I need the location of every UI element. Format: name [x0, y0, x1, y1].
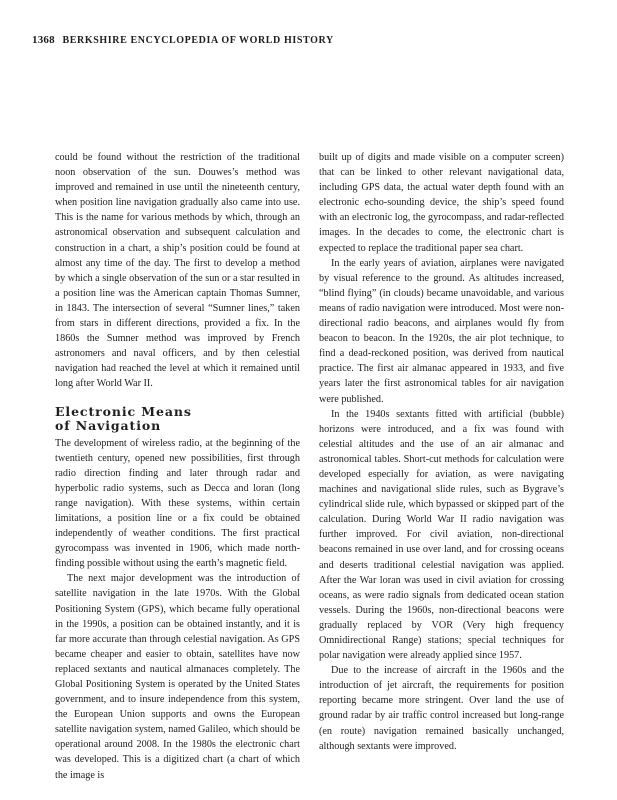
- section-heading-line-2: of Navigation: [55, 418, 162, 433]
- left-paragraph-1: could be found without the restriction of the traditional noon observation of the sun. Douwes’s method was improved and remained in use until the nineteenth century, when position line navigation gradually also came into use. This is the name for various methods by which, through an astronomical observation and subsequent calculation and construction in a chart, a ship’s position could be found at almost any time of the day. The first to develop a method by which a single observation of the sun or a star resulted in a position line was the American captain Thomas Sumner, in 1843. The intersection of several “Sumner lines,” taken from stars in different directions, provided a fix. In the 1860s the Sumner method was improved by French astronomers and naval officers, and by then celestial navigation had reached the level at which it remained until long after World War II.: [55, 152, 301, 390]
- right-paragraph-1: built up of digits and made visible on a computer screen) that can be linked to other relevant navigational data, including GPS data, the actual water depth found with an electronic echo-sounding device, the ship’s speed found with an electronic log, the gyrocompass, and radar-reflected images. In the decades to come, the electronic chart is expected to replace the traditional paper sea chart.: [319, 152, 564, 254]
- right-paragraph-3: In the 1940s sextants fitted with artificial (bubble) horizons were introduced, and a fix was found with celestial altitudes and the use of an air almanac and astronomical tables. Short-cut methods for calculation were developed especially for aviation, as were navigating machines and navigational slide rules, such as Bygrave’s cylindrical slide rule, which bypassed or skipped part of the calculation. During World War II radio navigation was further improved. For civil aviation, non-directional beacons remained in use over land, and for crossing oceans and deserts traditional celestial navigation was applied. After the War loran was used in civil aviation for crossing oceans, as were radio signals from dedicated ocean station vessels. During the 1960s, non-directional beacons were gradually replaced by VOR (Very high frequency Omnidirectional Range) stations; special techniques for polar navigation were already applied since 1957.: [319, 408, 564, 662]
- left-column: [55, 150, 300, 783]
- book-title: BERKSHIRE ENCYCLOPEDIA OF WORLD HISTORY: [62, 35, 334, 46]
- section-heading-line-1: Electronic Means: [55, 403, 192, 419]
- running-head: [32, 34, 334, 46]
- right-column: [319, 150, 564, 754]
- left-paragraph-3: The next major development was the introduction of satellite navigation in the late 1970s. With the Global Positioning System (GPS), which became fully operational in the 1990s, a position can be obtained instantly, and it is far more accurate than through celestial navigation. As GPS became cheaper and easier to obtain, satellites have now replaced sextants and nautical almanaces completely. The Global Positioning System is operated by the United States government, and to insure independence from this system, the European Union supports and owns the European satellite navigation system, named Galileo, which should be operational around 2008. In the 1980s the electronic chart was developed. This is a digitized chart (a chart of which the image is: [55, 573, 300, 781]
- right-paragraph-4: Due to the increase of aircraft in the 1960s and the introduction of jet aircraft, the requirements for position reporting became more stringent. Over land the use of ground radar by air traffic control increased but long-range (en route) navigation remained basically unchanged, although sextants were improved.: [319, 665, 564, 752]
- right-paragraph-2: In the early years of aviation, airplanes were navigated by visual reference to the ground. As altitudes increased, “blind flying” (in clouds) became unavoidable, and various means of radio navigation were introduced. Most were non-directional radio beacons, and airplanes would fly from beacon to beacon. In the 1920s, the air plot technique, to find a dead-reckoned position, was derived from nautical practice. The first air almanac appeared in 1933, and five years later the first astronomical tables for air navigation were published.: [319, 257, 564, 405]
- page-number: 1368: [32, 34, 55, 46]
- section-heading: [55, 405, 300, 434]
- left-paragraph-2: The development of wireless radio, at the beginning of the twentieth century, opened new possibilities, first through radio direction finding and later through radar and hyperbolic radio systems, such as Decca and loran (long range navigation). With these systems, within certain limitations, a position line or a fix could be obtained independently of weather conditions. The first practical gyrocompass was invented in 1906, which made north-finding possible without using the earth’s magnetic field.: [55, 437, 300, 570]
